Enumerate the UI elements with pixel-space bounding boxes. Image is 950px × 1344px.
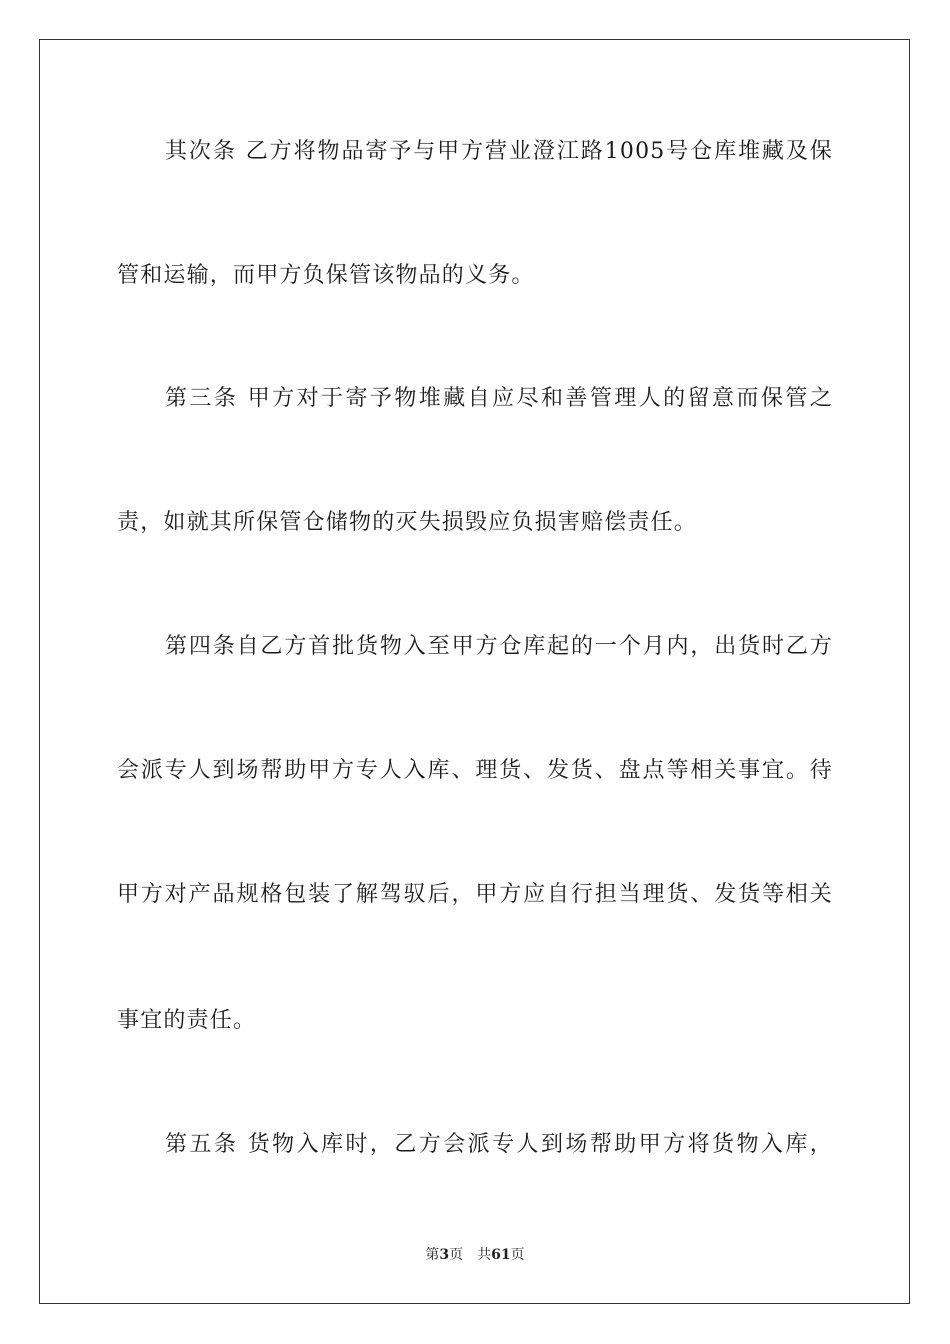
paragraph-line-1: 其次条 乙方将物品寄予与甲方营业澄江路1005号仓库堆藏及保 [165,139,833,164]
page-border [39,39,910,1304]
paragraph-line-7: 甲方对产品规格包装了解驾驭后，甲方应自行担当理货、发货等相关 [117,882,833,907]
paragraph-line-5: 第四条自乙方首批货物入至甲方仓库起的一个月内，出货时乙方 [165,634,833,659]
page-number: 3 [439,1247,450,1263]
paragraph-line-6: 会派专人到场帮助甲方专人入库、理货、发货、盘点等相关事宜。待 [117,758,833,783]
page-suffix: 页 [449,1247,464,1263]
paragraph-line-4: 责，如就其所保管仓储物的灭失损毁应负损害赔偿责任。 [117,510,698,535]
paragraph-line-8: 事宜的责任。 [117,1008,257,1033]
paragraph-line-9: 第五条 货物入库时，乙方会派专人到场帮助甲方将货物入库， [165,1132,833,1157]
page-prefix: 第 [425,1247,440,1263]
paragraph-line-3: 第三条 甲方对于寄予物堆藏自应尽和善管理人的留意而保管之 [165,386,833,411]
total-pages: 61 [491,1247,511,1263]
paragraph-line-2: 管和运输，而甲方负保管该物品的义务。 [117,263,535,288]
total-suffix: 页 [510,1247,525,1263]
page-footer [0,1245,950,1265]
total-prefix: 共 [477,1247,492,1263]
